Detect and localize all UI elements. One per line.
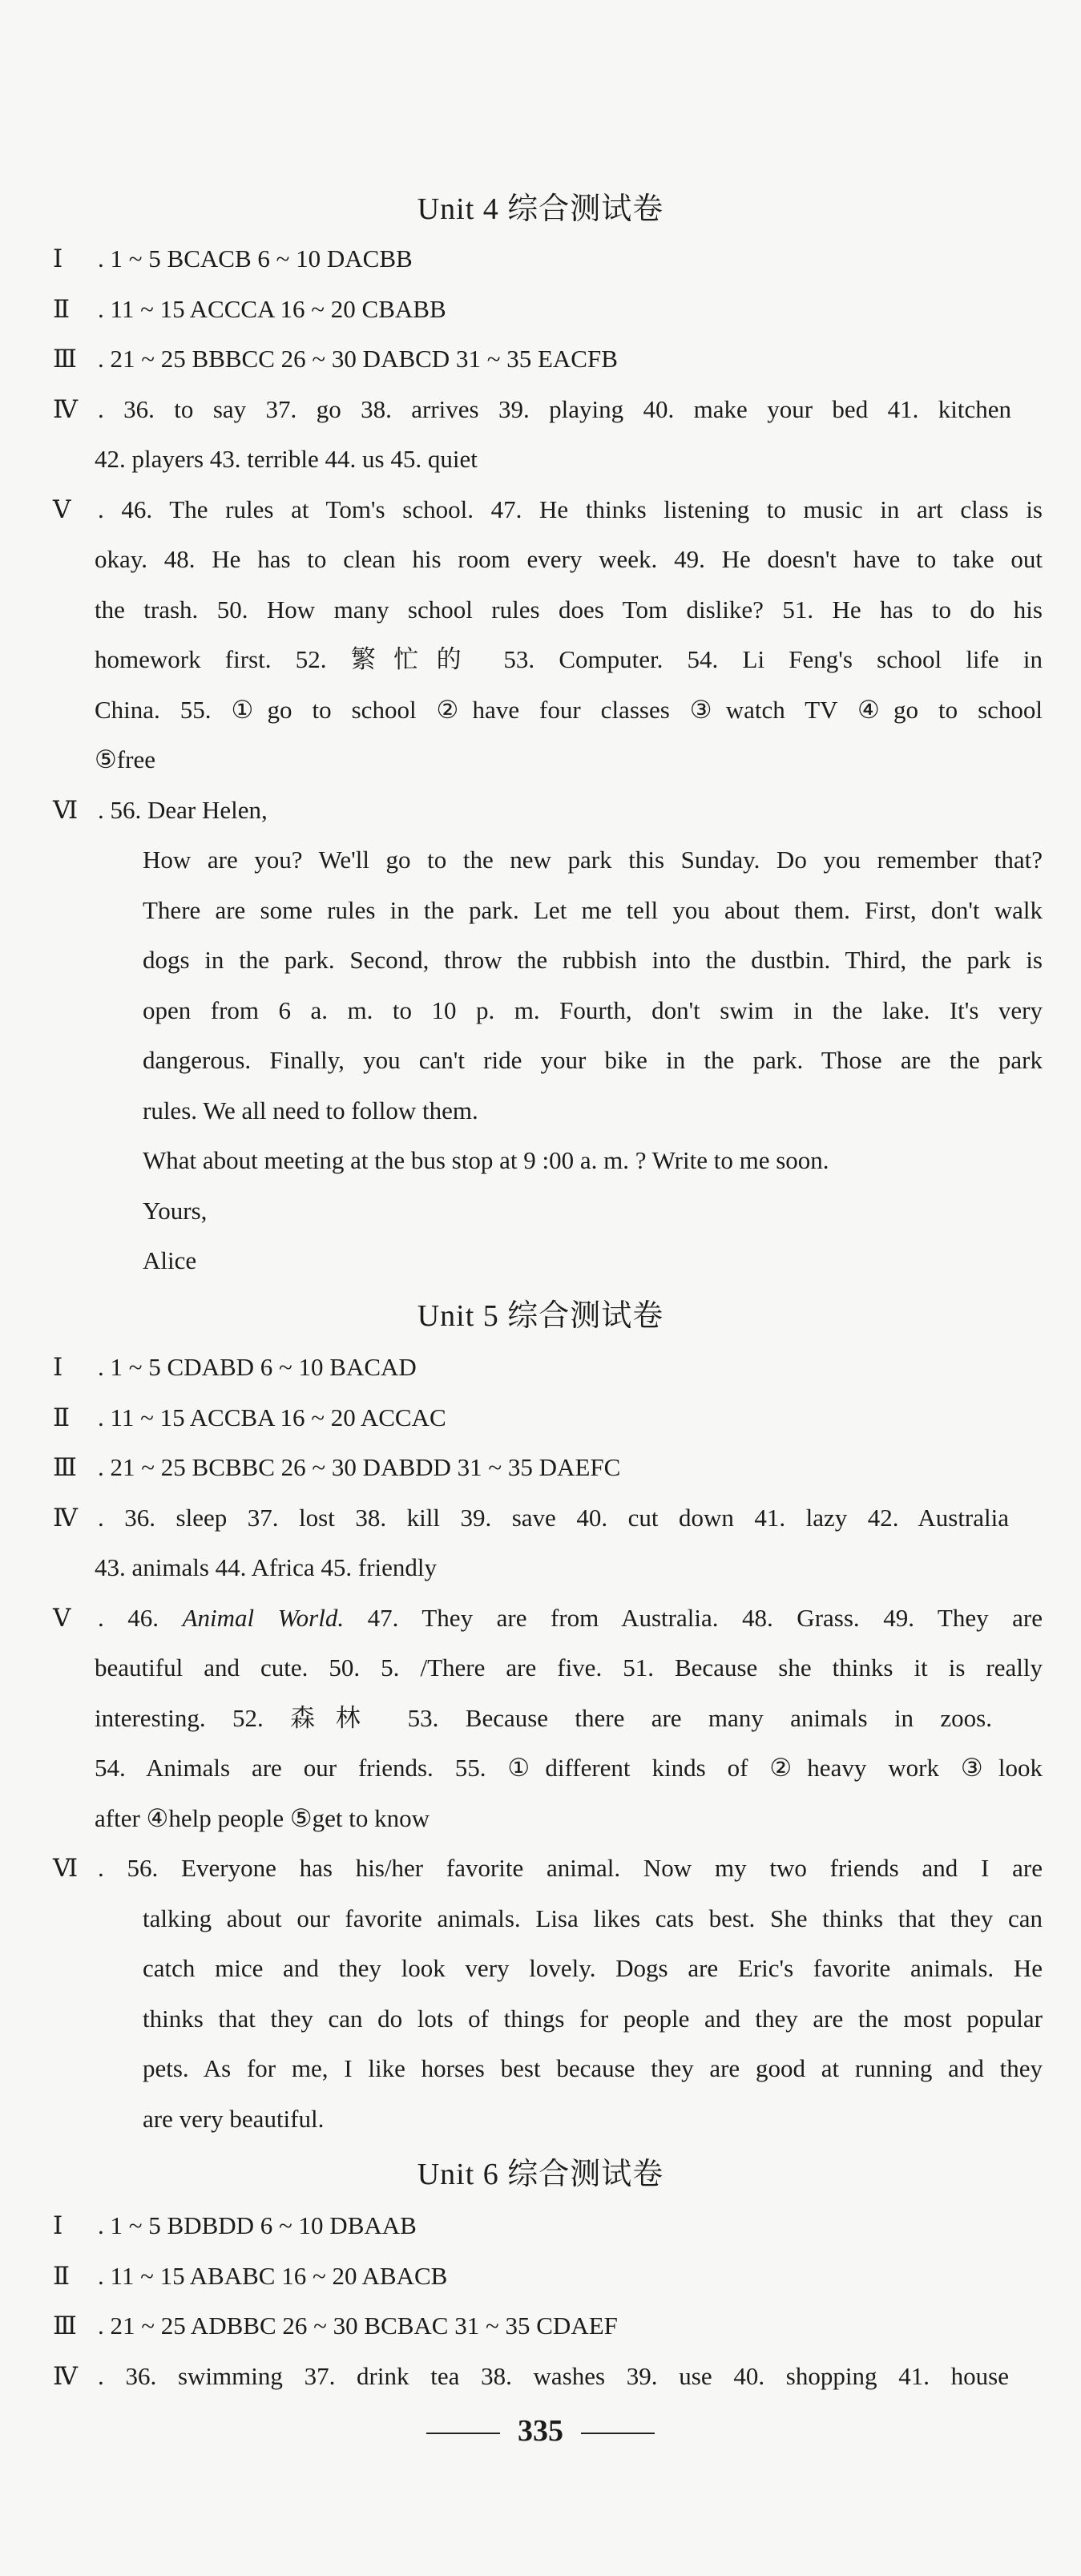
u5-essay-line-5: are very beautiful. <box>143 2105 325 2133</box>
u5-line-1: Ⅰ . 1 ~ 5 CDABD 6 ~ 10 BACAD <box>53 1353 417 1381</box>
u4-letter-closing: Yours, <box>143 1197 208 1225</box>
unit-5-title: Unit 5 综合测试卷 <box>417 1299 664 1333</box>
u4-line-4: Ⅳ . 36. to say 37. go 38. arrives 39. playing 40. make your bed 41. kitchen <box>53 395 1011 423</box>
u5-line-5: 43. animals 44. Africa 45. friendly <box>95 1553 438 1581</box>
u4-letter-line-7: What about meeting at the bus stop at 9 :00 a. m. ? Write to me soon. <box>143 1146 829 1174</box>
unit-4-title: Unit 4 综合测试卷 <box>417 192 664 226</box>
u5-line-8: interesting. 52. 森林 53. Because there are many animals in zoos. <box>95 1704 992 1732</box>
u5-line-10: after ④help people ⑤get to know <box>95 1804 430 1832</box>
u4-letter-line-6: rules. We all need to follow them. <box>143 1096 478 1124</box>
u5-line-3: Ⅲ . 21 ~ 25 BCBBC 26 ~ 30 DABDD 31 ~ 35 DAEFC <box>53 1453 621 1481</box>
u4-letter-line-1: How are you? We'll go to the new park this Sunday. Do you remember that? <box>143 846 1043 874</box>
u6-line-2: Ⅱ . 11 ~ 15 ABABC 16 ~ 20 ABACB <box>53 2262 448 2290</box>
u4-line-5: 42. players 43. terrible 44. us 45. quiet <box>95 445 478 473</box>
u5-essay-line-3: thinks that they can do lots of things for people and they are the most popular <box>143 2005 1043 2033</box>
u5-line-11: Ⅵ . 56. Everyone has his/her favorite animal. Now my two friends and I are <box>53 1854 1043 1882</box>
u5-essay-line-2: catch mice and they look very lovely. Dogs are Eric's favorite animals. He <box>143 1954 1043 1982</box>
u5-line-7: beautiful and cute. 50. 5. /There are five. 51. Because she thinks it is really <box>95 1653 1043 1682</box>
u6-line-1: Ⅰ . 1 ~ 5 BDBDD 6 ~ 10 DBAAB <box>53 2211 417 2239</box>
u5-essay-line-1: talking about our favorite animals. Lisa likes cats best. She thinks that they can <box>143 1904 1043 1932</box>
right-dash-decoration <box>581 2433 655 2434</box>
u4-letter-line-2: There are some rules in the park. Let me tell you about them. First, don't walk <box>143 896 1043 924</box>
u6-line-4: Ⅳ . 36. swimming 37. drink tea 38. washes 39. use 40. shopping 41. house <box>53 2362 1009 2390</box>
u5-essay-line-4: pets. As for me, I like horses best because they are good at running and they <box>143 2054 1043 2082</box>
u4-line-9: homework first. 52. 繁忙的 53. Computer. 54. Li Feng's school life in <box>95 645 1043 673</box>
u6-line-3: Ⅲ . 21 ~ 25 ADBBC 26 ~ 30 BCBAC 31 ~ 35 CDAEF <box>53 2312 618 2340</box>
u4-line-2: Ⅱ . 11 ~ 15 ACCCA 16 ~ 20 CBABB <box>53 295 446 323</box>
page-number: 335 <box>0 2412 1081 2449</box>
u4-letter-signature: Alice <box>143 1246 197 1274</box>
u5-line-9: 54. Animals are our friends. 55. ①different kinds of ②heavy work ③look <box>95 1754 1043 1782</box>
u4-line-8: the trash. 50. How many school rules does Tom dislike? 51. He has to do his <box>95 596 1043 624</box>
u5-line-2: Ⅱ . 11 ~ 15 ACCBA 16 ~ 20 ACCAC <box>53 1403 446 1431</box>
u4-line-1: Ⅰ . 1 ~ 5 BCACB 6 ~ 10 DACBB <box>53 244 413 273</box>
u5-line-6: Ⅴ . 46. Animal World. 47. They are from Australia. 48. Grass. 49. They are <box>53 1604 1043 1632</box>
u4-line-7: okay. 48. He has to clean his room every week. 49. He doesn't have to take out <box>95 545 1043 573</box>
u4-letter-line-3: dogs in the park. Second, throw the rubbish into the dustbin. Third, the park is <box>143 946 1043 974</box>
u4-line-11: ⑤free <box>95 745 155 773</box>
left-dash-decoration <box>426 2433 500 2434</box>
u4-line-12: Ⅵ . 56. Dear Helen, <box>53 796 268 824</box>
u4-line-3: Ⅲ . 21 ~ 25 BBBCC 26 ~ 30 DABCD 31 ~ 35 EACFB <box>53 345 618 373</box>
u4-letter-line-4: open from 6 a. m. to 10 p. m. Fourth, don't swim in the lake. It's very <box>143 996 1043 1024</box>
u5-line-4: Ⅳ . 36. sleep 37. lost 38. kill 39. save 40. cut down 41. lazy 42. Australia <box>53 1504 1009 1532</box>
u4-letter-line-5: dangerous. Finally, you can't ride your bike in the park. Those are the park <box>143 1046 1043 1074</box>
u4-line-10: China. 55. ①go to school ②have four classes ③watch TV ④go to school <box>95 696 1043 724</box>
unit-6-title: Unit 6 综合测试卷 <box>417 2158 664 2191</box>
u4-line-6: Ⅴ . 46. The rules at Tom's school. 47. He thinks listening to music in art class is <box>53 495 1043 523</box>
